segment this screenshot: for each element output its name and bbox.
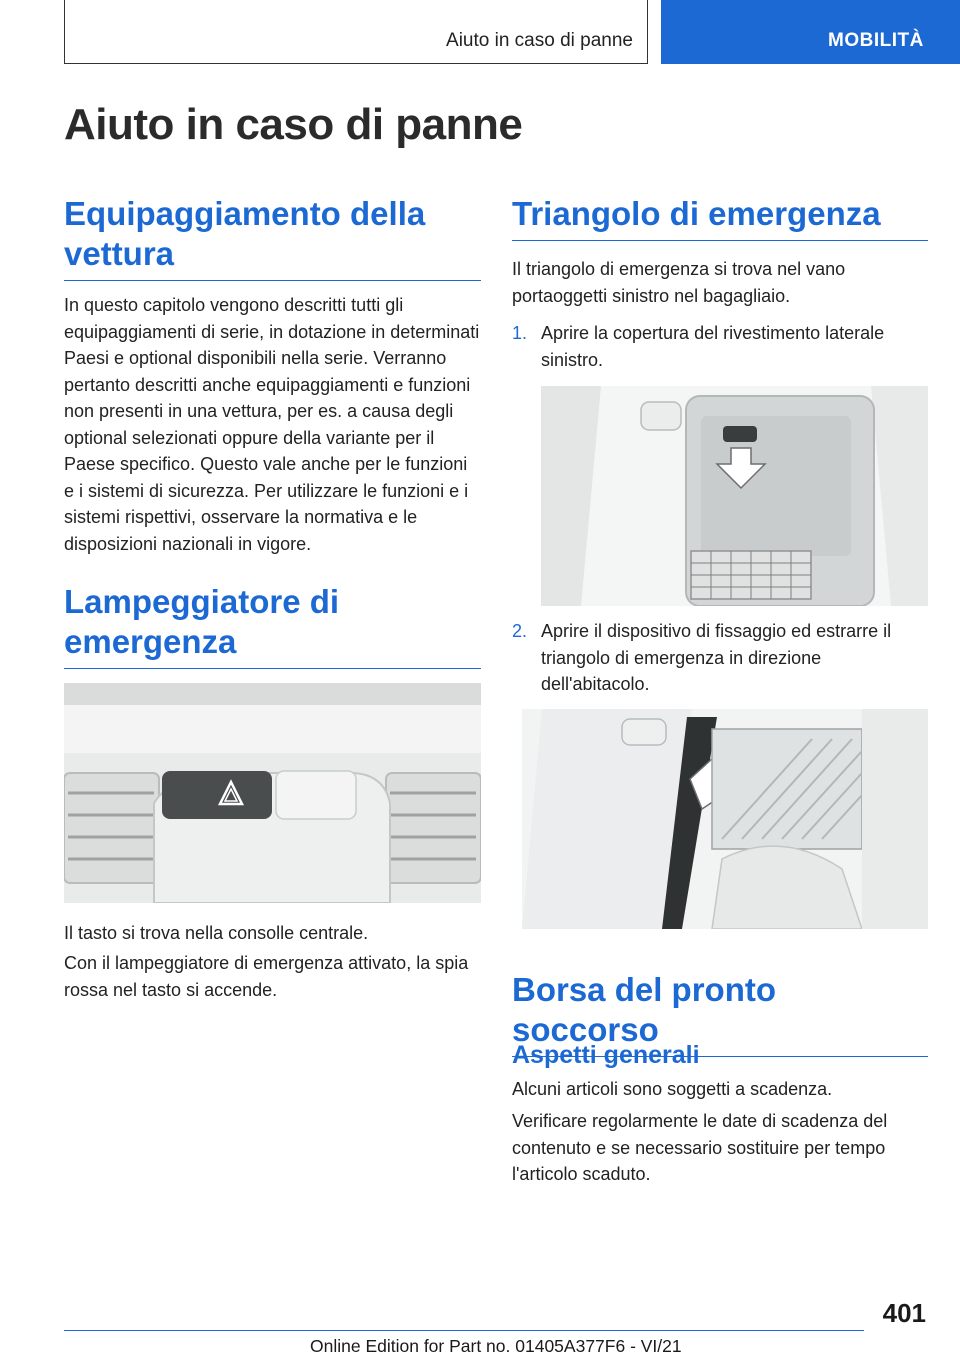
header-chapter-label: MOBILITÀ <box>828 30 924 51</box>
hazard-button-shape <box>162 771 272 819</box>
list-item <box>512 618 928 698</box>
equipment-heading: Equipaggiamento della vettura <box>64 194 481 281</box>
header-section-title: Aiuto in caso di panne <box>446 30 633 51</box>
triangle-intro-text: Il triangolo di emergenza si trova nel vano portaoggetti sinistro nel bagagliaio. <box>512 259 846 306</box>
first-aid-heading: Borsa del pronto soccorso <box>512 970 928 1057</box>
triangle-heading: Triangolo di emergenza <box>512 194 928 241</box>
header-section-tab <box>64 0 648 64</box>
triangle-step-2 <box>512 618 928 698</box>
expiry-note-text: Alcuni articoli sono soggetti a scadenza. <box>512 1079 833 1099</box>
triangle-extraction-photo <box>522 709 928 929</box>
step-number: 2. <box>512 621 528 641</box>
triangle-step-1 <box>512 320 928 373</box>
expiry-check-text: Verificare regolarmente le date di scadenza del contenuto e se necessario sostituire per tempo l'articolo scaduto. <box>512 1111 888 1184</box>
side-panel-photo <box>541 386 928 606</box>
page-number: 401 <box>882 1298 926 1328</box>
list-item <box>512 320 928 373</box>
footer-divider <box>64 1330 864 1331</box>
hazard-heading: Lampeggiatore di emergenza <box>64 582 481 669</box>
equipment-paragraph: In questo capitolo vengono descritti tutti gli equipaggiamenti di serie, in dotazione in determinati Paesi e optional disponibili nella serie. Verranno pertanto descritti anche equipaggiamenti e funzioni non presenti in una vettura, per es. a causa degli optional selezionati oppure della variante per il Paese specifico. Questo vale anche per le funzioni e i sistemi di sicurezza. Per utilizzare le funzioni e i sistemi rispettivi, osservare la normativa e le disposizioni nazionali in vigore. <box>64 295 480 554</box>
hazard-location-text: Il tasto si trova nella consolle centrale. <box>64 923 369 943</box>
page-title: Aiuto in caso di panne <box>64 100 523 149</box>
step-number: 1. <box>512 323 528 343</box>
header-chapter-tab <box>661 0 960 64</box>
triangle-extraction-illustration <box>522 709 928 929</box>
hazard-button-photo <box>64 683 481 903</box>
side-panel-illustration <box>541 386 928 606</box>
general-aspects-heading: Aspetti generali <box>512 1041 700 1069</box>
step-text: Aprire la copertura del rivestimento laterale sinistro. <box>541 323 885 370</box>
footer-edition-text: Online Edition for Part no. 01405A377F6 - VI/21 <box>310 1336 682 1356</box>
hazard-indicator-text: Con il lampeggiatore di emergenza attivato, la spia rossa nel tasto si accende. <box>64 953 469 1000</box>
step-text: Aprire il dispositivo di fissaggio ed estrarre il triangolo di emergenza in direzione dell'abitacolo. <box>541 621 892 694</box>
hazard-console-illustration <box>64 683 481 903</box>
